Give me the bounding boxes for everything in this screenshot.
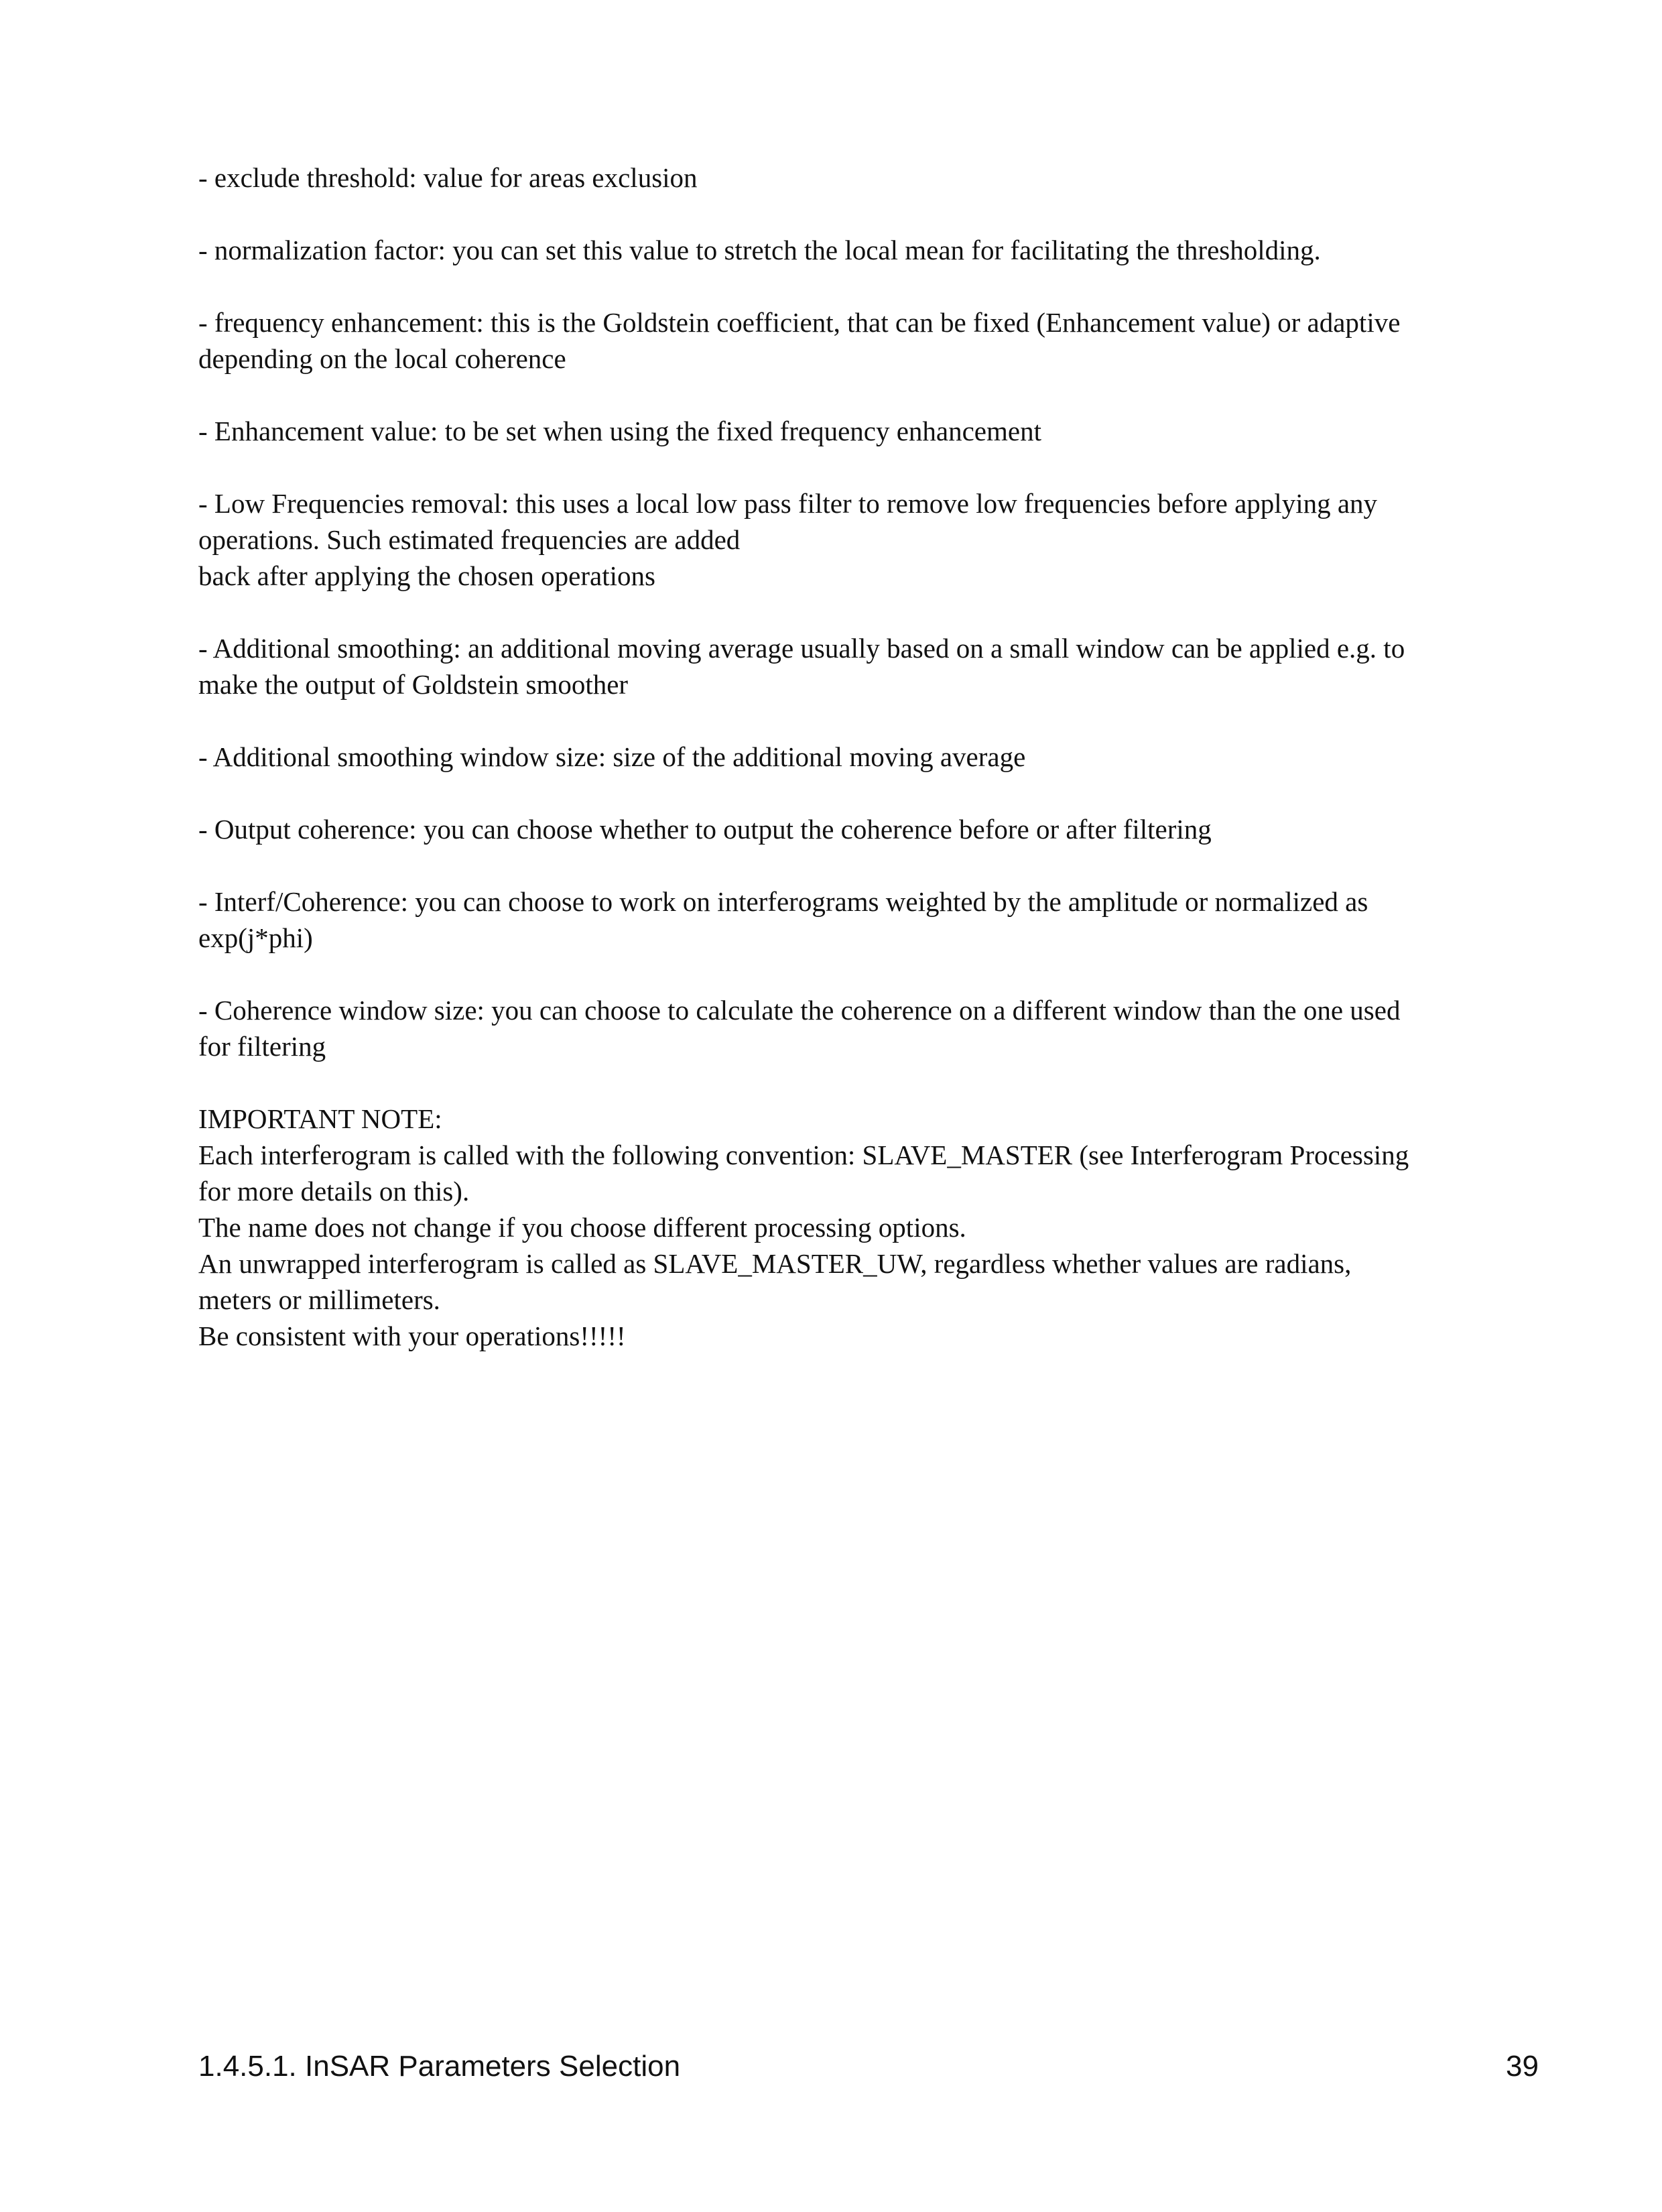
note-line: for more details on this). xyxy=(198,1176,470,1207)
text-line: - Low Frequencies removal: this uses a local low pass filter to remove low frequencies before applying any xyxy=(198,488,1378,519)
param-additional-smoothing xyxy=(198,630,1539,702)
text-line: - Additional smoothing window size: size of the additional moving average xyxy=(198,741,1026,772)
text-line: exp(j*phi) xyxy=(198,922,313,953)
text-line: - Additional smoothing: an additional moving average usually based on a small window can be applied e.g. to xyxy=(198,633,1405,664)
text-line: - normalization factor: you can set this value to stretch the local mean for facilitating the thresholding. xyxy=(198,235,1321,265)
param-interf-coherence xyxy=(198,883,1539,956)
important-note xyxy=(198,1101,1539,1354)
param-coherence-window-size xyxy=(198,992,1539,1064)
page-number: 39 xyxy=(1506,2050,1539,2083)
text-line: depending on the local coherence xyxy=(198,343,566,374)
text-line: - Coherence window size: you can choose to calculate the coherence on a different window than the one used xyxy=(198,995,1401,1026)
note-line: Each interferogram is called with the following convention: SLAVE_MASTER (see Interferogram Processing xyxy=(198,1140,1409,1170)
note-line: An unwrapped interferogram is called as SLAVE_MASTER_UW, regardless whether values are radians, xyxy=(198,1248,1352,1279)
text-line: - Output coherence: you can choose whether to output the coherence before or after filtering xyxy=(198,814,1212,845)
param-low-frequencies-removal xyxy=(198,485,1539,594)
text-line: back after applying the chosen operations xyxy=(198,560,655,591)
param-normalization-factor xyxy=(198,232,1539,268)
note-line: meters or millimeters. xyxy=(198,1284,440,1315)
footer-section-title: 1.4.5.1. InSAR Parameters Selection xyxy=(198,2050,681,2083)
param-output-coherence xyxy=(198,811,1539,847)
text-line: - Enhancement value: to be set when using the fixed frequency enhancement xyxy=(198,416,1041,446)
text-line: - Interf/Coherence: you can choose to work on interferograms weighted by the amplitude or normalized as xyxy=(198,886,1368,917)
text-line: - frequency enhancement: this is the Goldstein coefficient, that can be fixed (Enhancement value) or adaptive xyxy=(198,307,1401,338)
param-exclude-threshold xyxy=(198,160,1539,196)
text-line: make the output of Goldstein smoother xyxy=(198,669,629,700)
param-frequency-enhancement xyxy=(198,304,1539,377)
param-enhancement-value xyxy=(198,413,1539,449)
note-heading: IMPORTANT NOTE: xyxy=(198,1103,442,1134)
text-line: - exclude threshold: value for areas exclusion xyxy=(198,162,698,193)
page-body xyxy=(198,160,1539,1354)
note-line: Be consistent with your operations!!!!! xyxy=(198,1320,626,1351)
text-line: for filtering xyxy=(198,1031,326,1062)
param-smoothing-window-size xyxy=(198,739,1539,775)
note-line: The name does not change if you choose different processing options. xyxy=(198,1212,966,1243)
text-line: operations. Such estimated frequencies are added xyxy=(198,524,741,555)
